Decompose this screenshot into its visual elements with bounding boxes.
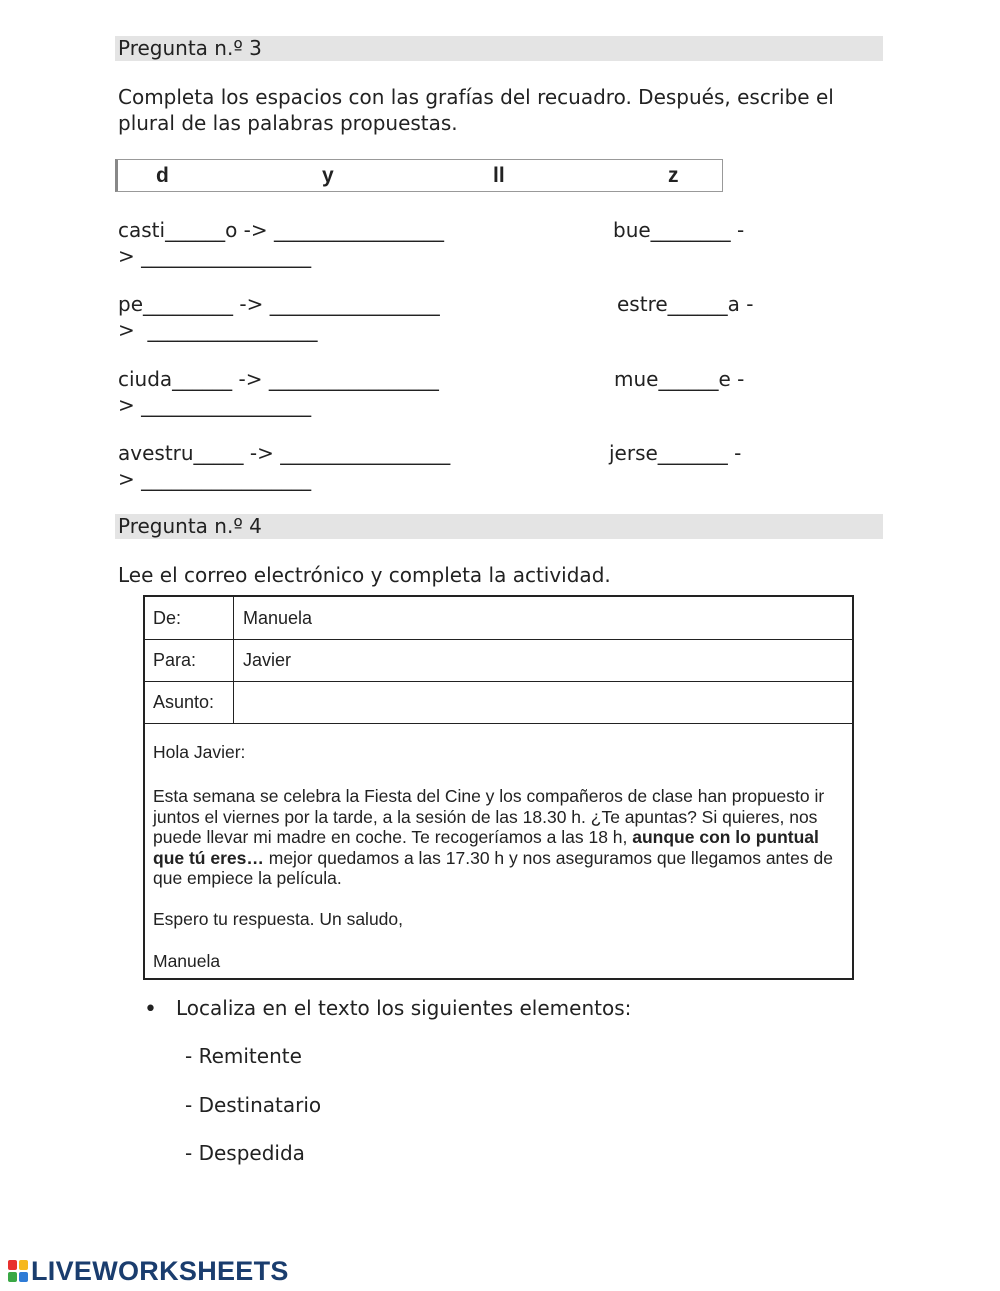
task-item-despedida: - Despedida (185, 1141, 305, 1165)
email-from-value: Manuela (243, 608, 313, 628)
email-body-text-end: mejor quedamos a las 17.30 h y nos aseguramos que llegamos antes de que empiece la película. (153, 847, 833, 888)
email-subject-label: Asunto: (153, 692, 215, 712)
liveworksheets-logo (8, 1256, 289, 1290)
exercise-continuation[interactable]: > _________________ (118, 393, 312, 417)
question-3-instruction-line2: plural de las palabras propuestas. (118, 111, 458, 135)
task-item-destinatario: - Destinatario (185, 1093, 322, 1117)
question-4-instruction: Lee el correo electrónico y completa la actividad. (118, 563, 611, 587)
email-greeting: Hola Javier: (153, 742, 246, 762)
exercise-right[interactable]: estre______a - (617, 292, 754, 316)
email-subject-row (145, 681, 852, 724)
question-3-instruction-line1: Completa los espacios con las grafías del recuadro. Después, escribe el (118, 85, 834, 109)
exercise-continuation[interactable]: > _________________ (118, 244, 312, 268)
exercise-left[interactable]: avestru_____ -> _________________ (118, 441, 451, 465)
letter-option: d (156, 164, 169, 187)
email-closing: Espero tu respuesta. Un saludo, (153, 909, 404, 929)
liveworksheets-logo-text: LIVEWORKSHEETS (31, 1256, 289, 1286)
letter-option: ll (493, 164, 505, 187)
exercise-continuation[interactable]: > _________________ (118, 467, 312, 491)
email-box (143, 595, 854, 980)
question-4-header: Pregunta n.º 4 (115, 514, 883, 539)
exercise-right[interactable]: mue______e - (614, 367, 745, 391)
email-to-row (145, 639, 852, 682)
exercise-continuation[interactable]: > _________________ (118, 318, 318, 342)
email-body-text: Esta semana se celebra la Fiesta del Cine y los compañeros de clase han propuesto ir juntos el viernes por la tarde, a la sesión de las 18.30 h. ¿Te apuntas? Si quieres, nos puede llevar mi madre en coche. Te recogeríamos a las 18 h, (153, 786, 825, 847)
exercise-left[interactable]: pe_________ -> _________________ (118, 292, 440, 316)
exercise-left[interactable]: ciuda______ -> _________________ (118, 367, 439, 391)
email-to-value: Javier (243, 650, 292, 670)
exercise-right[interactable]: jerse_______ - (609, 441, 742, 465)
letter-option: z (668, 164, 679, 187)
email-from-row (145, 597, 852, 640)
email-signature: Manuela (153, 951, 221, 971)
bullet-icon: • (144, 997, 157, 1022)
question-3-header: Pregunta n.º 3 (115, 36, 883, 61)
letter-option: y (322, 164, 334, 187)
email-body (153, 786, 844, 889)
email-from-label: De: (153, 608, 182, 628)
email-to-label: Para: (153, 650, 197, 670)
email-body-bold: aunque con lo puntual que tú eres… (153, 827, 819, 868)
exercise-right[interactable]: bue________ - (613, 218, 745, 242)
exercise-left[interactable]: casti______o -> _________________ (118, 218, 444, 242)
liveworksheets-logo-icon (8, 1260, 28, 1282)
task-item-remitente: - Remitente (185, 1044, 302, 1068)
letters-box (115, 159, 723, 192)
task-instruction: Localiza en el texto los siguientes elementos: (176, 996, 632, 1020)
